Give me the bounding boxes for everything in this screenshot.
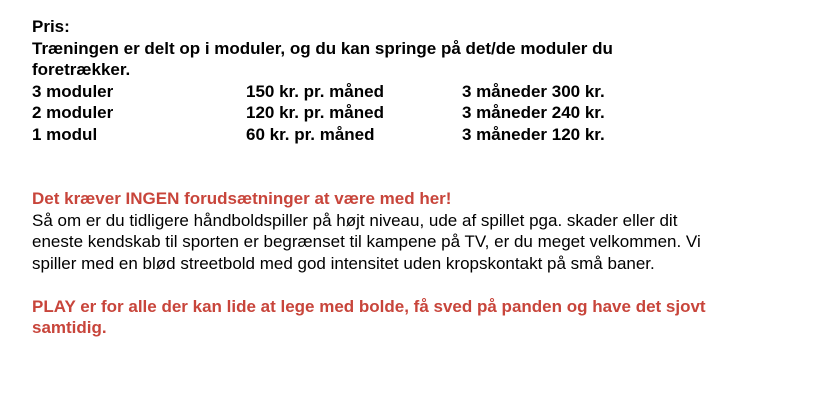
pricing-intro-line-2: foretrækker. [32,60,131,79]
price-table [32,81,802,146]
price-quarterly: 3 måneder 120 kr. [462,124,605,144]
price-monthly: 120 kr. pr. måned [246,103,384,122]
spacer [32,274,802,296]
requirements-line-2: eneste kendskab til sporten er begrænset til kampene på TV, er du meget velkommen. Vi [32,232,701,251]
price-quarterly: 3 måneder 300 kr. [462,81,605,101]
document-body [32,16,802,339]
pricing-heading: Pris: [32,17,70,36]
spacer [32,145,802,188]
requirements-heading: Det kræver INGEN forudsætninger at være med her! [32,189,452,208]
price-row [32,124,802,146]
price-modules: 3 moduler [32,81,114,101]
requirements-line-3: spiller med en blød streetbold med god intensitet uden kropskontakt på små baner. [32,253,655,273]
price-modules: 2 moduler [32,103,114,122]
price-row [32,81,802,103]
price-quarterly: 3 måneder 240 kr. [462,103,605,122]
price-modules: 1 modul [32,124,98,144]
play-line-1: PLAY er for alle der kan lide at lege med bolde, få sved på panden og have det sjovt [32,296,706,316]
price-row [32,102,802,124]
pricing-intro-line-1: Træningen er delt op i moduler, og du kan springe på det/de moduler du [32,38,613,58]
price-monthly: 150 kr. pr. måned [246,81,384,101]
price-monthly: 60 kr. pr. måned [246,124,375,144]
play-line-2: samtidig. [32,318,107,337]
requirements-line-1: Så om er du tidligere håndboldspiller på højt niveau, ude af spillet pga. skader eller dit [32,210,678,230]
